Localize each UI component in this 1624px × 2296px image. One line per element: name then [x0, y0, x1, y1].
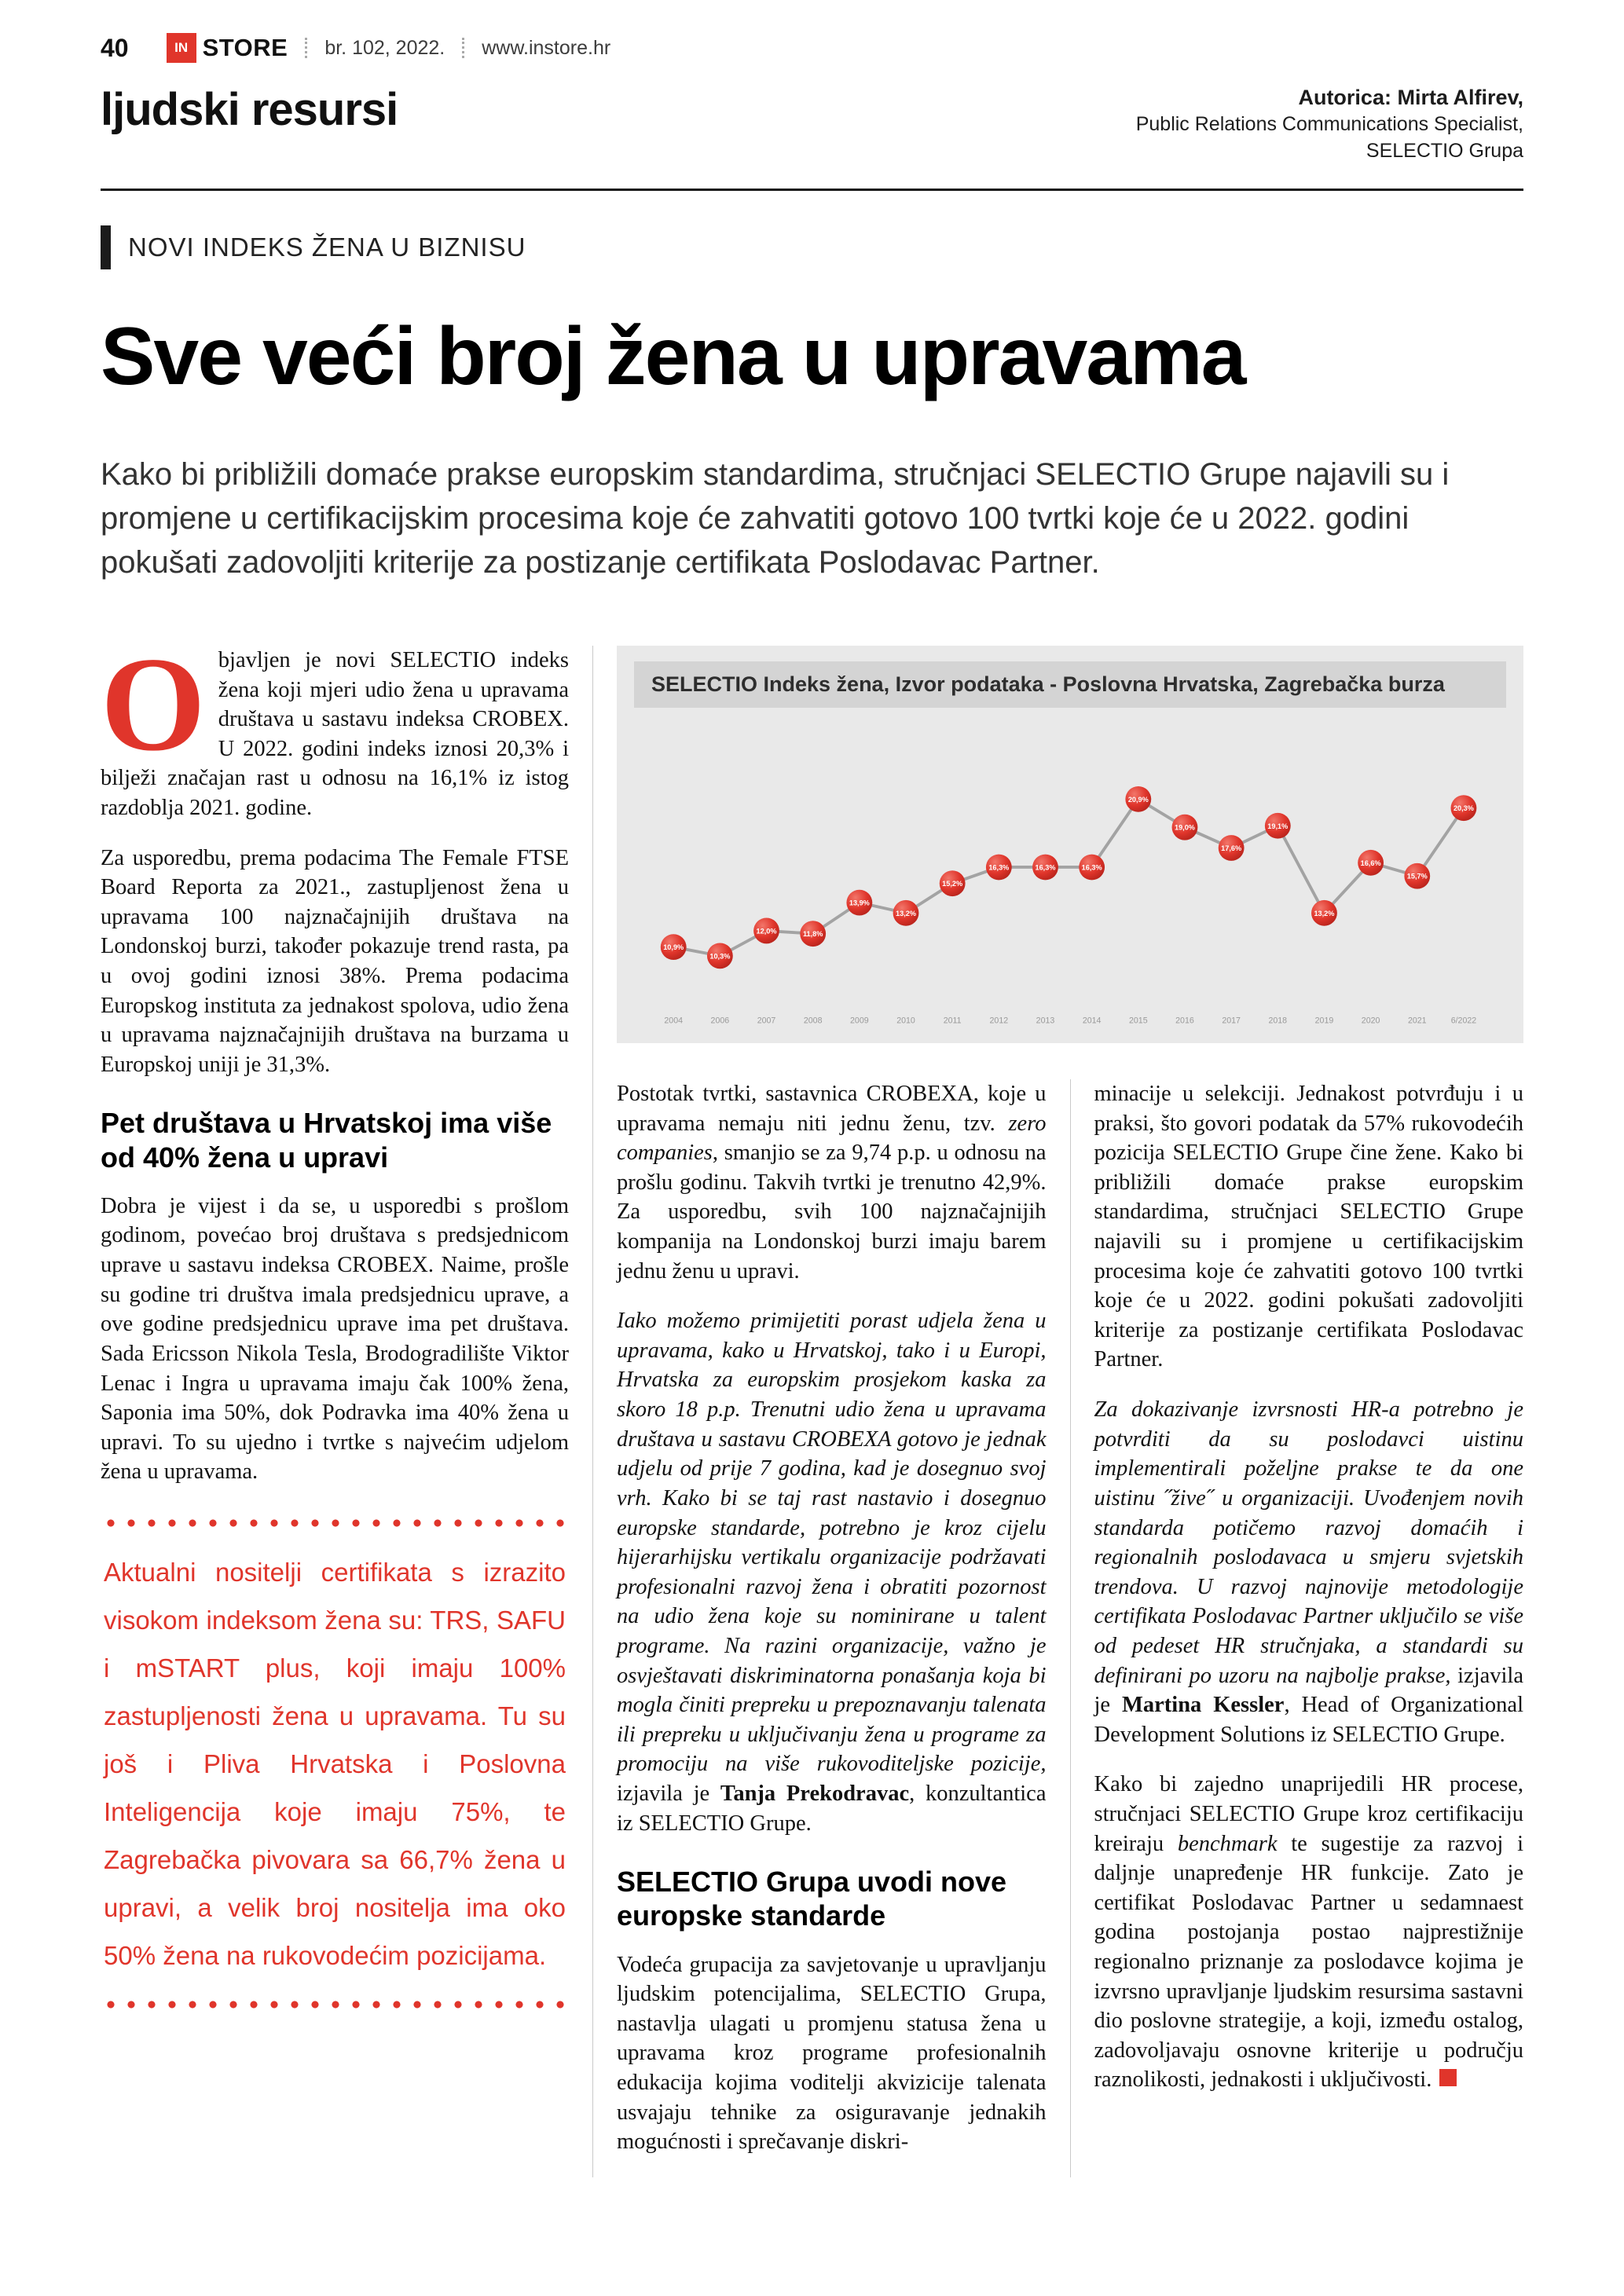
chart-point-label: 13,9%	[849, 899, 870, 907]
kicker: NOVI INDEKS ŽENA U BIZNISU	[128, 232, 526, 262]
column-middle	[617, 1079, 1071, 2177]
chart-x-label: 2008	[803, 1016, 823, 1026]
quote-attribution: , konzultantica iz SELECTIO Grupe.	[617, 1781, 1047, 1836]
author-org: SELECTIO Grupa	[1366, 140, 1523, 163]
chart-x-label: 2017	[1222, 1016, 1241, 1026]
chart-point-label: 16,3%	[1081, 863, 1102, 872]
kicker-bar-icon	[101, 225, 111, 269]
quote-attribution: izjavila je	[617, 1781, 720, 1806]
paragraph	[1094, 1770, 1524, 2095]
subheading: Pet društava u Hrvatskoj ima više od 40% žena u upravi	[101, 1107, 552, 1174]
subheading: SELECTIO Grupa uvodi nove europske standarde	[617, 1866, 1007, 1932]
chart-point-label: 15,2%	[942, 880, 963, 888]
dotted-separator-icon	[462, 38, 464, 58]
chart-x-label: 2014	[1082, 1016, 1102, 1026]
chart-x-label: 2006	[710, 1016, 730, 1026]
paragraph: Vodeća grupacija za savjetovanje u upravljanju ljudskim potencijalima, SELECTIO Grupa, nastavlja ulagati u promjenu statusa žena u upravama kroz programe profesionalnih edukacija kojima voditelji akvizicije talenata usvajaju tehnike za osiguravanje jednakih mogućnosti i sprečavanje diskri-	[617, 1952, 1047, 2155]
quoted-person-name: Tanja Prekodravac	[720, 1781, 910, 1806]
italic-term: zero companies	[617, 1111, 1047, 1166]
index-chart	[617, 646, 1523, 1043]
chart-point-label: 20,3%	[1453, 804, 1474, 813]
chart-point-label: 13,2%	[896, 909, 916, 917]
italic-term: benchmark	[1177, 1831, 1278, 1856]
chart-x-label: 2020	[1361, 1016, 1380, 1026]
chart-point-label: 17,6%	[1221, 844, 1242, 852]
chart-x-label: 2021	[1407, 1016, 1427, 1026]
paragraph: Dobra je vijest i da se, u usporedbi s prošlom godinom, povećao broj društava s predsjednicom uprave u sastavu indeksa CROBEX. Naime, prošle su godine tri društva imala predsjednicu uprave, a ove godine predsjednicu uprave ima pet društava. Sada Ericsson Nikola Tesla, Brodogradilište Viktor Lenac i Ingra u upravama imaju čak 100% žena, Saponia ima 50%, dok Podravka ima 40% žena u upravi. To su ujedno i tvrtke s najvećim udjelom žena u upravama.	[101, 1193, 569, 1485]
paragraph-text: Kako bi zajedno unaprijedili HR procese, stručnjaci SELECTIO Grupe kroz certifikaciju kreiraju	[1094, 1772, 1523, 1856]
section-header	[101, 83, 1523, 191]
chart-x-label: 2010	[896, 1016, 915, 1026]
quote-attribution: , Head of Organizational Development Solutions iz SELECTIO Grupe.	[1094, 1693, 1524, 1747]
dotted-separator-icon	[305, 38, 307, 58]
paragraph-text: , smanjio se za 9,74 p.p. u odnosu na prošlu godinu. Takvih tvrtki je trenutno 42,9%. Za usporedbu, svih 100 najznačajnijih kompanija na Londonskoj burzi imaju barem jednu ženu u upravi.	[617, 1141, 1047, 1283]
chart-x-label: 6/2022	[1450, 1016, 1477, 1026]
chart-point-label: 12,0%	[756, 927, 777, 936]
chart-point-label: 16,3%	[988, 863, 1010, 872]
dotted-divider-icon	[101, 2000, 569, 2009]
chart-point-label: 20,9%	[1127, 795, 1149, 804]
paragraph	[617, 1079, 1047, 1286]
paragraph-text: te sugestije za razvoj i daljnje unapređenje HR funkcije. Zato je certifikat Poslodavac Partner u sedamnaest godina postojanja postao najprestižnije regionalno priznanje za poslodavce kojima je izvrsno upravljanje ljudskim resursima sastavni dio poslovne strategije, a koji, između ostalog, zadovoljavaju osnovne kriterije u području raznolikosti, jednakosti i uključivosti.	[1094, 1831, 1523, 2093]
paragraph-text: bjavljen je novi SELECTIO indeks žena koji mjeri udio žena u upravama društava u sastavu indeksa CROBEX. U 2022. godini indeks iznosi 20,3% i bilježi značajan rast u odnosu na 16,1% iz istog razdoblja 2021. godine.	[101, 647, 569, 820]
lower-columns	[617, 1079, 1523, 2177]
chart-point-label: 13,2%	[1314, 909, 1335, 917]
paragraph: Za usporedbu, prema podacima The Female FTSE Board Reporta za 2021., zastupljenost žena u upravama 100 najznačajnijih društava na Londonskoj burzi, također pokazuje trend rasta, pa u ovoj godini iznosi 38%. Prema podacima Europskog instituta za jednakost spolova, udio žena u upravama najznačajnijih društava na burzama u Europskoj uniji je 31,3%.	[101, 845, 569, 1077]
paragraph-text: Postotak tvrtki, sastavnica CROBEXA, koje u upravama nemaju niti jednu ženu, tzv.	[617, 1081, 1047, 1136]
instore-logo-text: STORE	[202, 34, 288, 61]
chart-x-label: 2009	[850, 1016, 869, 1026]
chart-point-label: 19,0%	[1174, 823, 1195, 832]
chart-x-label: 2013	[1036, 1016, 1055, 1026]
quote-text: Za dokazivanje izvrsnosti HR-a potrebno je potvrditi da su poslodavci uistinu implementirali poželjne prakse te da one uistinu ˝žive˝ u organizaciji. Uvođenjem novih standarda potičemo razvoj domaćih i regionalnih poslodavaca u smjeru svjetskih trendova. U razvoj najnovije metodologije certifikata Poslodavac Partner uključilo se više od pedeset HR stručnjaka, a standardi su definirani po uzoru na najbolje prakse,	[1094, 1397, 1523, 1688]
chart-point-label: 16,3%	[1035, 863, 1056, 872]
instore-logo-icon: IN	[167, 33, 196, 63]
quote-text: Iako možemo primijetiti porast udjela žena u upravama, kako u Hrvatskoj, tako i u Europi, Hrvatska za europskim prosjekom kaska za skoro 18 p.p. Trenutni udio žena u upravama društava u sastavu CROBEXA gotovo je jednak udjelu od prije 7 godina, kad je dosegnuo svoj vrh. Kako bi se taj rast nastavio i dosegnuo europske standarde, potrebno je kroz cijelu hijerarhijsku vertikalu organizacije podržavati profesionalni razvoj žena i obratiti pozornost na udio žena koje su nominirane u talent programe. Na razini organizacije, važno je osvještavati diskriminatorna ponašanja koja bi mogla činiti prepreku u prepoznavanju talenata ili prepreku u uključivanju žena u programe za promociju na više rukovoditeljske pozicije,	[617, 1309, 1047, 1777]
kicker-row	[101, 225, 1523, 269]
chart-x-label: 2011	[943, 1016, 962, 1026]
author-block	[1136, 83, 1523, 165]
callout-box	[101, 1518, 569, 2009]
quote-paragraph	[617, 1306, 1047, 1838]
headline: Sve veći broj žena u upravama	[101, 310, 1245, 402]
website-url: www.instore.hr	[482, 36, 611, 59]
page-number: 40	[101, 33, 129, 62]
chart-title: SELECTIO Indeks žena, Izvor podataka - Poslovna Hrvatska, Zagrebačka burza	[634, 661, 1506, 708]
column-left	[101, 629, 593, 2177]
author-name: Autorica: Mirta Alfirev,	[1298, 86, 1523, 109]
chart-svg	[634, 711, 1506, 1037]
instore-logo	[167, 33, 288, 63]
column-right	[1071, 1079, 1524, 2177]
paragraph	[101, 629, 569, 823]
chart-point-label: 15,7%	[1406, 872, 1428, 881]
chart-x-label: 2019	[1314, 1016, 1334, 1026]
chart-x-label: 2012	[989, 1016, 1009, 1026]
quote-paragraph	[1094, 1395, 1524, 1749]
article-body	[101, 629, 1524, 2177]
callout-text: Aktualni nositelji certifikata s izrazito visokom indeksom žena su: TRS, SAFU i mSTART plus, koji imaju 100% zastupljenosti žena u upravama. Tu su još i Pliva Hrvatska i Poslovna Inteligencija koje imaju 75%, te Zagrebačka pivovara sa 66,7% žena u upravi, a velik broj nositelja ima oko 50% žena na rukovodećim pozicijama.	[104, 1557, 566, 1971]
issue-number: br. 102, 2022.	[324, 36, 445, 59]
quote-attribution: izjavila je	[1094, 1663, 1523, 1718]
chart-point-label: 10,9%	[663, 943, 684, 952]
chart-point-label: 19,1%	[1267, 822, 1289, 830]
masthead	[101, 33, 1523, 63]
chart-x-label: 2004	[664, 1016, 684, 1026]
paragraph: minacije u selekciji. Jednakost potvrđuju i u praksi, što govori podatak da 57% rukovodećih pozicija SELECTIO Grupe čine žene. Kako bi približili domaće prakse europskim standardima, stručnjaci SELECTIO Grupe najavili su i promjene u certifikacijskim procesima koje će zahvatiti gotovo 100 tvrtki koje će u 2022. godini pokušati zadovoljiti kriterije za postizanje certifikata Poslodavac Partner.	[1094, 1081, 1523, 1372]
chart-x-label: 2007	[757, 1016, 776, 1026]
quoted-person-name: Martina Kessler	[1121, 1693, 1285, 1718]
column-rest	[593, 646, 1523, 2177]
article-end-mark-icon	[1439, 2069, 1457, 2086]
chart-line	[673, 799, 1464, 956]
dotted-divider-icon	[101, 1518, 569, 1528]
chart-point-label: 10,3%	[709, 952, 731, 961]
lead-paragraph: Kako bi približili domaće prakse europskim standardima, stručnjaci SELECTIO Grupe najavili su i promjene u certifikacijskim procesima koje će zahvatiti gotovo 100 tvrtki koje će u 2022. godini pokušati zadovoljiti kriterije za postizanje certifikata Poslodavac Partner.	[101, 456, 1450, 580]
dropcap: O	[101, 629, 206, 779]
chart-x-label: 2015	[1129, 1016, 1148, 1026]
chart-x-label: 2018	[1268, 1016, 1288, 1026]
author-role: Public Relations Communications Specialist,	[1135, 113, 1523, 136]
chart-point-label: 11,8%	[802, 930, 823, 939]
section-title: ljudski resursi	[101, 84, 398, 135]
chart-point-label: 16,6%	[1360, 859, 1381, 867]
chart-x-label: 2016	[1175, 1016, 1194, 1026]
